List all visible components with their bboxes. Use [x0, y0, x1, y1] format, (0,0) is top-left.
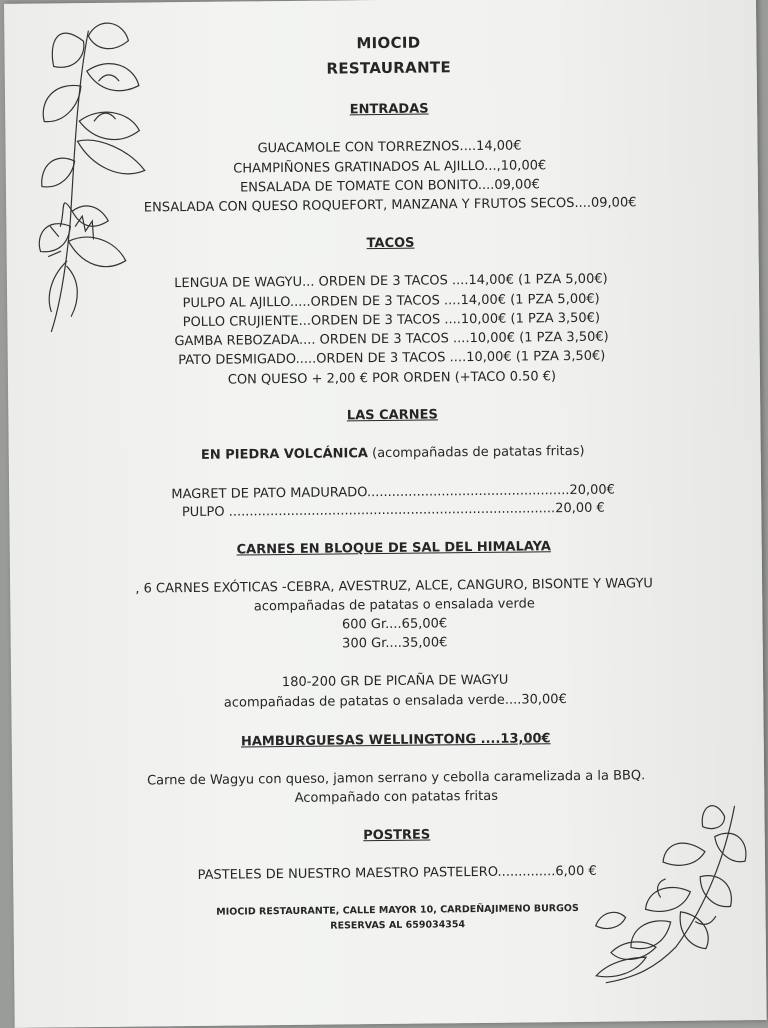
menu-item: GUACAMOLE CON TORREZNOS....14,00€: [257, 138, 522, 157]
section-heading-carnes: LAS CARNES: [346, 407, 438, 424]
menu-item: PATO DESMIGADO.....ORDEN DE 3 TACOS ....10,00€ (1 PZA 3,50€): [178, 348, 606, 369]
subsection-note: (acompañadas de patatas fritas): [367, 443, 585, 462]
menu-item: ENSALADA CON QUESO ROQUEFORT, MANZANA Y FRUTOS SECOS....09,00€: [143, 195, 637, 216]
menu-price: 600 Gr....65,00€: [341, 616, 448, 633]
menu-item: 180-200 GR DE PICAÑA DE WAGYU: [281, 672, 509, 691]
menu-item: PULPO ...............................................................................20,00 €: [181, 500, 605, 521]
menu-price: 300 Gr....35,00€: [342, 635, 448, 652]
subsection-piedra-volcanica: [9, 442, 768, 466]
menu-paper: [4, 0, 767, 1028]
section-heading-hamburguesas: HAMBURGUESAS WELLINGTONG ....13,00€: [240, 731, 551, 750]
menu-item: Carne de Wagyu con queso, jamon serrano y cebolla caramelizada a la BBQ.: [146, 768, 646, 789]
section-heading-entradas: ENTRADAS: [349, 101, 429, 118]
subsection-title: EN PIEDRA VOLCÁNICA: [200, 446, 369, 463]
restaurant-subtitle: RESTAURANTE: [326, 58, 452, 78]
menu-item: PASTELES DE NUESTRO MAESTRO PASTELERO..............6,00 €: [197, 863, 597, 883]
restaurant-name: MIOCID: [356, 33, 421, 53]
menu-item: LENGUA DE WAGYU... ORDEN DE 3 TACOS ....14,00€ (1 PZA 5,00€): [174, 271, 608, 292]
section-heading-himalaya: CARNES EN BLOQUE DE SAL DEL HIMALAYA: [236, 539, 551, 558]
section-heading-tacos: TACOS: [366, 235, 415, 252]
menu-item: CHAMPIÑONES GRATINADOS AL AJILLO...,10,00€: [233, 158, 547, 177]
menu-note: CON QUESO + 2,00 € POR ORDEN (+TACO 0.50 €): [227, 369, 557, 388]
menu-item: Acompañado con patatas fritas: [294, 788, 499, 806]
footer-address: MIOCID RESTAURANTE, CALLE MAYOR 10, CARDEÑAJIMENO BURGOS: [216, 902, 579, 918]
menu-item: GAMBA REBOZADA.... ORDEN DE 3 TACOS ....10,00€ (1 PZA 3,50€): [174, 329, 609, 350]
menu-item: , 6 CARNES EXÓTICAS -CEBRA, AVESTRUZ, ALCE, CANGURO, BISONTE Y WAGYU: [135, 576, 653, 597]
menu-item: POLLO CRUJIENTE...ORDEN DE 3 TACOS ....10,00€ (1 PZA 3,50€): [182, 310, 601, 331]
menu-item: ENSALADA DE TOMATE CON BONITO....09,00€: [239, 177, 540, 196]
menu-item: acompañadas de patatas o ensalada verde: [253, 596, 535, 615]
menu-item: acompañadas de patatas o ensalada verde....30,00€: [223, 692, 567, 711]
section-heading-postres: POSTRES: [363, 827, 431, 844]
footer-reservations: RESERVAS AL 659034354: [330, 919, 466, 932]
menu-item: MAGRET DE PATO MADURADO.................................................20,00€: [171, 482, 616, 503]
menu-item: PULPO AL AJILLO.....ORDEN DE 3 TACOS ....14,00€ (1 PZA 5,00€): [182, 291, 600, 312]
